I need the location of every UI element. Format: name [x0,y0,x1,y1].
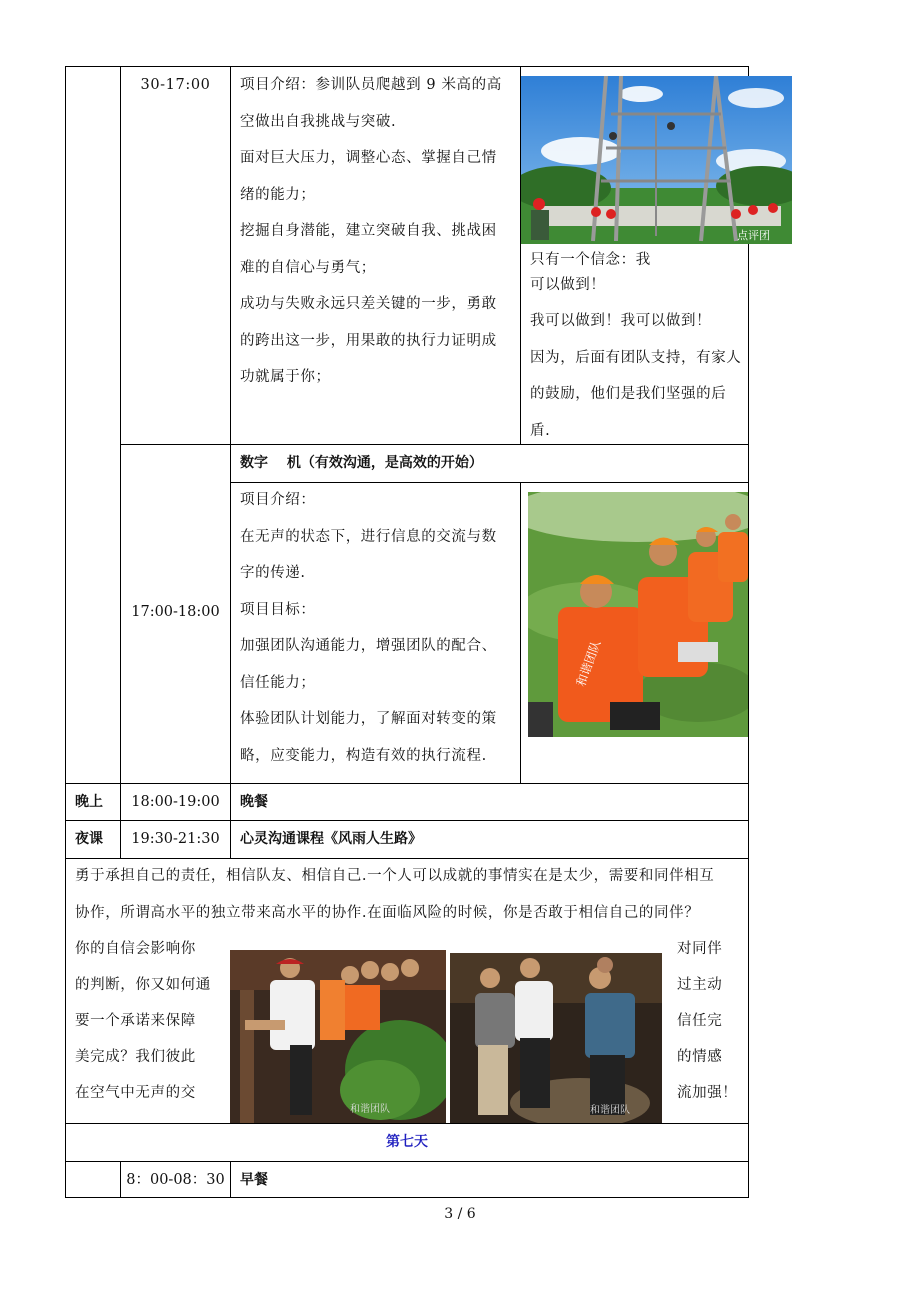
night-right-line: 流加强！ [677,1085,738,1101]
night-line: 勇于承担自己的责任，相信队友、相信自己.一个人可以成就的事情实在是太少，需要和同伴相互 [75,868,715,884]
desc-line: 功就属于你； [240,369,331,385]
intro-line: 加强团队沟通能力，增强团队的配合、 [240,638,497,654]
night-line: 协作，所谓高水平的独立带来高水平的协作.在面临风险的时候，你是否敢于相信自己的同伴？ [75,904,700,921]
desc-line: 难的自信心与勇气； [240,259,376,276]
climbing-tower-photo [521,76,792,244]
intro-line: 信任能力； [240,674,316,691]
night-left-line: 在空气中无声的交 [75,1085,196,1101]
caption-line: 盾. [530,422,551,439]
night-right-line: 对同伴 [677,941,723,957]
intro-line: 在无声的状态下，进行信息的交流与数 [240,528,497,545]
night-left-line: 的判断，你又如何通 [75,977,211,993]
night-label: 夜课 [75,831,103,847]
photo-watermark: 和谐团队 [350,1104,390,1115]
evening-time: 18:00-19:00 [131,794,220,810]
night-right-line: 信任完 [677,1013,723,1029]
time-cell-1: 30-17:00 [140,77,211,93]
trust-walk-photo-2 [450,953,662,1123]
breakfast-activity: 早餐 [240,1172,268,1188]
night-text-right [677,931,747,1111]
night-activity: 心灵沟通课程《风雨人生路》 [240,831,422,847]
desc-line: 面对巨大压力，调整心态、掌握自己情 [240,150,497,166]
team-seated-photo [528,492,748,737]
night-right-line: 的情感 [677,1049,723,1065]
col-sep-2 [230,66,231,858]
number-game-title: 数字 机（有效沟通，是高效的开始） [240,455,483,471]
night-left-line: 你的自信会影响你 [75,941,196,957]
page-number: 3 / 6 [444,1206,476,1222]
photo-watermark: 和谐团队 [590,1105,630,1116]
table-border-left [65,66,66,1198]
shirt-text: 和谐团队 [573,638,604,689]
night-time: 19:30-21:30 [131,831,220,847]
col-sep-1 [120,66,121,858]
night-right-line: 过主动 [677,977,723,993]
col-sep-2b [230,1161,231,1198]
caption-line: 因为，后面有团队支持，有家人 [530,349,742,366]
caption-line: 可以做到！ [530,276,606,293]
desc-line: 挖掘自身潜能，建立突破自我、挑战困 [240,223,497,239]
intro-line: 项目目标： [240,601,316,618]
caption-line: 只有一个信念：我 [530,252,651,268]
night-left-line: 要一个承诺来保障 [75,1013,196,1029]
climbing-caption [530,242,745,449]
night-left-line: 美完成？我们彼此 [75,1049,196,1065]
trust-walk-photo-1 [230,950,446,1123]
evening-label: 晚上 [75,794,103,810]
intro-line: 项目介绍： [240,492,316,508]
breakfast-time: 8：00-08：30 [126,1172,225,1188]
desc-line: 项目介绍：参训队员爬越到 9 米高的高 [240,77,502,93]
desc-line: 空做出自我挑战与突破. [240,113,397,130]
day7-title: 第七天 [386,1134,428,1150]
intro-line: 略，应变能力，构造有效的执行流程. [240,747,487,764]
project-description [240,67,520,396]
caption-line: 我可以做到！我可以做到！ [530,313,712,329]
intro-line: 体验团队计划能力，了解面对转变的策 [240,711,497,727]
number-game-description [240,482,520,774]
intro-line: 字的传递. [240,565,306,581]
night-text-left [75,931,225,1111]
desc-line: 成功与失败永远只差关键的一步，勇敢 [240,296,497,312]
desc-line: 的跨出这一步，用果敢的执行力证明成 [240,332,497,349]
night-text-full [75,858,745,931]
time-cell-2: 17:00-18:00 [131,604,220,620]
caption-line: 的鼓励，他们是我们坚强的后 [530,386,727,402]
col-sep-3b [520,482,521,783]
photo-watermark: 点评团 [737,229,770,242]
evening-activity: 晚餐 [240,794,268,810]
desc-line: 绪的能力； [240,186,316,203]
